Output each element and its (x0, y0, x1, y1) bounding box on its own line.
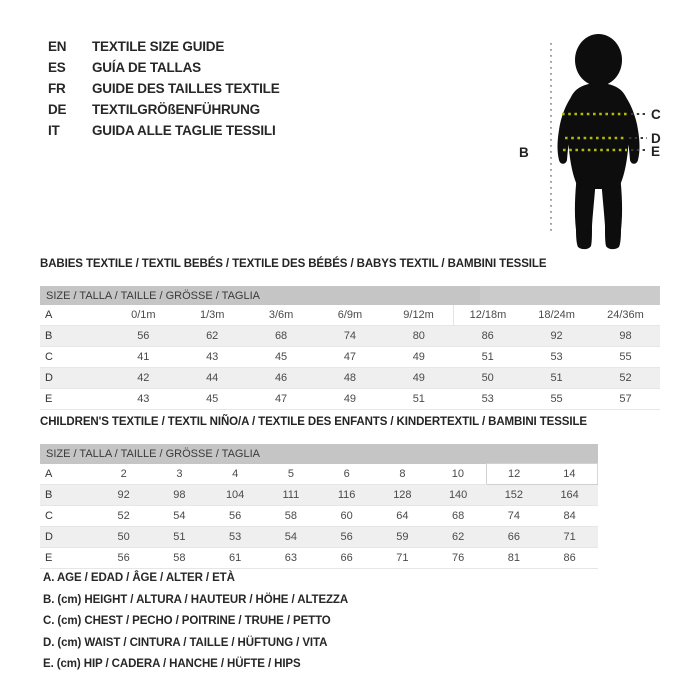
size-cell: 152 (486, 485, 542, 506)
size-cell: 140 (430, 485, 486, 506)
language-code: IT (48, 123, 60, 138)
measurement-figure (505, 26, 677, 262)
size-header-bar: SIZE / TALLA / TAILLE / GRÖSSE / TAGLIA (40, 444, 598, 464)
row-label: E (40, 389, 109, 410)
size-cell: 56 (319, 527, 375, 548)
size-cell: 18/24m (522, 305, 591, 326)
size-cell: 54 (152, 506, 208, 527)
language-row (48, 120, 280, 141)
size-cell: 42 (109, 368, 178, 389)
row-label: B (40, 485, 96, 506)
size-cell: 2 (96, 464, 152, 485)
row-label: C (40, 506, 96, 527)
size-cell: 59 (375, 527, 431, 548)
size-cell: 86 (453, 326, 522, 347)
size-cell: 51 (152, 527, 208, 548)
row-label: E (40, 548, 96, 569)
row-label: D (40, 368, 109, 389)
size-cell: 56 (109, 326, 178, 347)
size-cell: 104 (207, 485, 263, 506)
table-row (40, 485, 598, 506)
row-label: C (40, 347, 109, 368)
size-cell: 86 (542, 548, 598, 569)
size-cell: 76 (430, 548, 486, 569)
size-cell: 58 (152, 548, 208, 569)
size-cell: 81 (486, 548, 542, 569)
size-cell: 55 (591, 347, 660, 368)
size-cell: 56 (207, 506, 263, 527)
child-silhouette-diagram (505, 26, 677, 262)
size-cell: 53 (522, 347, 591, 368)
size-cell: 71 (375, 548, 431, 569)
size-cell: 74 (486, 506, 542, 527)
size-cell-highlighted: 12 (486, 464, 542, 485)
size-cell: 56 (96, 548, 152, 569)
size-cell: 41 (109, 347, 178, 368)
table-row (40, 389, 660, 410)
size-cell: 68 (430, 506, 486, 527)
size-cell: 52 (96, 506, 152, 527)
language-row (48, 36, 280, 57)
babies-size-table (40, 286, 660, 410)
size-cell: 24/36m (591, 305, 660, 326)
babies-table-title: BABIES TEXTILE / TEXTIL BEBÉS / TEXTILE DES BÉBÉS / BABYS TEXTIL / BAMBINI TESSILE (40, 258, 547, 270)
row-label: B (40, 326, 109, 347)
language-row (48, 99, 280, 120)
height-label: B (519, 145, 529, 160)
language-code: FR (48, 81, 66, 96)
size-cell: 12/18m (453, 305, 522, 326)
table-row (40, 368, 660, 389)
size-cell: 54 (263, 527, 319, 548)
size-cell: 45 (178, 389, 247, 410)
size-cell: 48 (316, 368, 385, 389)
size-cell: 6 (319, 464, 375, 485)
language-row (48, 57, 280, 78)
size-cell: 51 (522, 368, 591, 389)
table-row (40, 305, 660, 326)
size-cell: 5 (263, 464, 319, 485)
language-title: TEXTILE SIZE GUIDE (92, 39, 225, 54)
size-cell: 49 (316, 389, 385, 410)
size-cell: 44 (178, 368, 247, 389)
size-cell: 3/6m (247, 305, 316, 326)
row-label: D (40, 527, 96, 548)
size-cell: 128 (375, 485, 431, 506)
table-row (40, 506, 598, 527)
language-title: GUIDE DES TAILLES TEXTILE (92, 81, 280, 96)
size-cell: 50 (96, 527, 152, 548)
size-cell: 84 (542, 506, 598, 527)
legend-row: B. (cm) HEIGHT / ALTURA / HAUTEUR / HÖHE / ALTEZZA (43, 593, 349, 606)
chest-label: C (651, 107, 661, 122)
size-cell: 6/9m (316, 305, 385, 326)
size-cell: 51 (453, 347, 522, 368)
child-silhouette (558, 34, 640, 249)
size-cell: 1/3m (178, 305, 247, 326)
size-cell: 164 (542, 485, 598, 506)
legend-row: E. (cm) HIP / CADERA / HANCHE / HÜFTE / HIPS (43, 658, 301, 670)
size-cell: 53 (207, 527, 263, 548)
size-cell: 62 (178, 326, 247, 347)
size-cell: 74 (316, 326, 385, 347)
size-header-bar: SIZE / TALLA / TAILLE / GRÖSSE / TAGLIA (40, 286, 660, 305)
size-cell: 98 (591, 326, 660, 347)
language-row (48, 78, 280, 99)
language-title: GUÍA DE TALLAS (92, 60, 201, 75)
size-cell: 49 (384, 368, 453, 389)
size-cell: 68 (247, 326, 316, 347)
language-code: ES (48, 60, 66, 75)
size-cell: 71 (542, 527, 598, 548)
waist-label: D (651, 131, 661, 146)
table-row (40, 527, 598, 548)
children-size-table (40, 444, 598, 569)
size-cell: 51 (384, 389, 453, 410)
children-table-title: CHILDREN'S TEXTILE / TEXTIL NIÑO/A / TEXTILE DES ENFANTS / KINDERTEXTIL / BAMBINI TESSILE (40, 416, 587, 428)
measurement-legend (43, 568, 348, 676)
size-cell: 64 (375, 506, 431, 527)
size-cell: 43 (109, 389, 178, 410)
language-title: GUIDA ALLE TAGLIE TESSILI (92, 123, 276, 138)
size-cell: 66 (486, 527, 542, 548)
size-cell: 98 (152, 485, 208, 506)
language-title: TEXTILGRÖßENFÜHRUNG (92, 102, 260, 117)
size-cell: 80 (384, 326, 453, 347)
size-cell: 8 (375, 464, 431, 485)
legend-row: A. AGE / EDAD / ÂGE / ALTER / ETÀ (43, 572, 235, 584)
table-row (40, 347, 660, 368)
hip-label: E (651, 144, 661, 159)
language-title-list (48, 36, 280, 141)
size-cell: 62 (430, 527, 486, 548)
size-cell: 46 (247, 368, 316, 389)
size-cell: 0/1m (109, 305, 178, 326)
size-cell: 61 (207, 548, 263, 569)
language-code: DE (48, 102, 67, 117)
size-cell: 116 (319, 485, 375, 506)
size-cell: 50 (453, 368, 522, 389)
size-cell: 10 (430, 464, 486, 485)
size-cell: 58 (263, 506, 319, 527)
size-cell: 111 (263, 485, 319, 506)
size-cell: 45 (247, 347, 316, 368)
size-cell: 49 (384, 347, 453, 368)
size-cell: 52 (591, 368, 660, 389)
language-code: EN (48, 39, 67, 54)
row-label: A (40, 305, 109, 326)
size-cell: 57 (591, 389, 660, 410)
row-label: A (40, 464, 96, 485)
size-cell: 92 (96, 485, 152, 506)
size-cell: 53 (453, 389, 522, 410)
size-cell: 47 (316, 347, 385, 368)
table-row (40, 548, 598, 569)
size-cell-highlighted: 14 (542, 464, 598, 485)
legend-row: C. (cm) CHEST / PECHO / POITRINE / TRUHE / PETTO (43, 615, 331, 627)
size-cell: 4 (207, 464, 263, 485)
table-row (40, 326, 660, 347)
legend-row: D. (cm) WAIST / CINTURA / TAILLE / HÜFTUNG / VITA (43, 636, 328, 649)
size-cell: 66 (319, 548, 375, 569)
size-cell: 63 (263, 548, 319, 569)
size-cell: 9/12m (384, 305, 453, 326)
table-row (40, 464, 598, 485)
size-cell: 92 (522, 326, 591, 347)
size-cell: 60 (319, 506, 375, 527)
size-cell: 55 (522, 389, 591, 410)
size-cell: 47 (247, 389, 316, 410)
size-cell: 3 (152, 464, 208, 485)
size-cell: 43 (178, 347, 247, 368)
